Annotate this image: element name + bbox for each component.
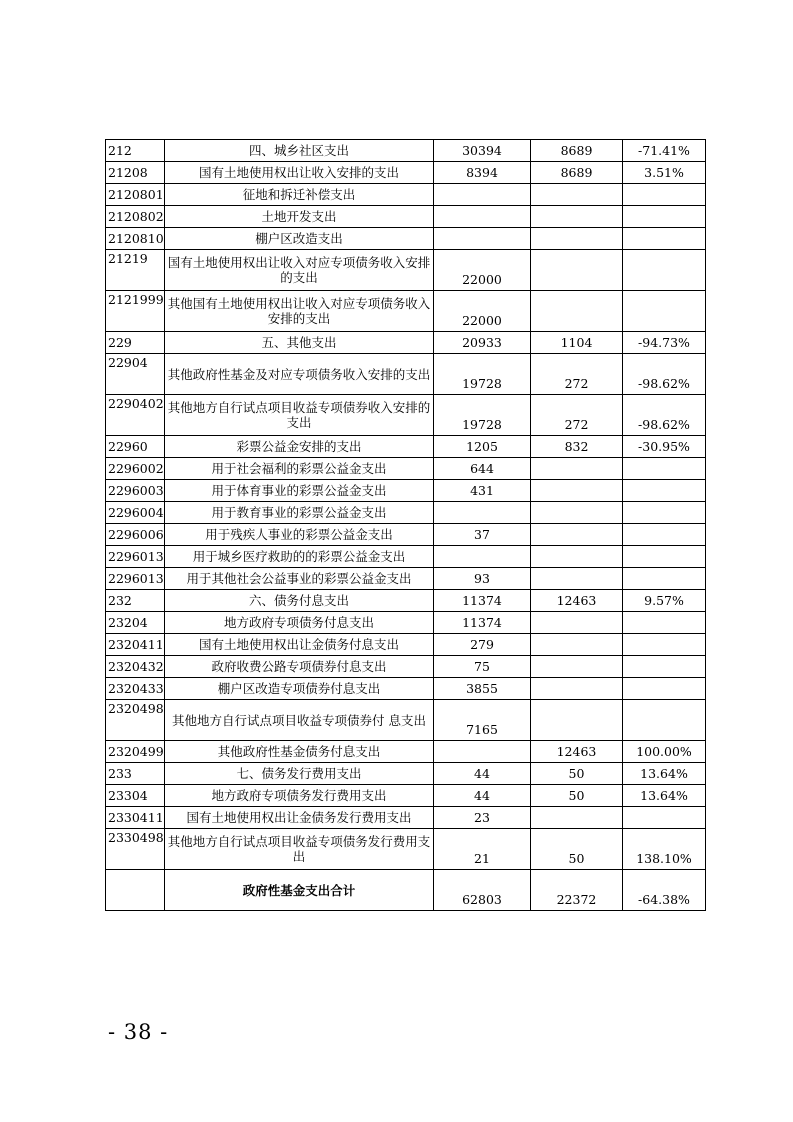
table-row	[106, 206, 706, 228]
prior-year-value-cell	[434, 184, 531, 206]
table-row	[106, 140, 706, 162]
current-value-cell: 12463	[531, 741, 623, 763]
budget-table-container	[105, 139, 705, 911]
change-percent-cell: 138.10%	[623, 829, 706, 870]
account-code-cell: 23204	[106, 612, 165, 634]
prior-year-value-cell	[434, 546, 531, 568]
table-row	[106, 228, 706, 250]
prior-year-value-cell: 1205	[434, 436, 531, 458]
current-value-cell	[531, 524, 623, 546]
prior-year-value-cell: 19728	[434, 395, 531, 436]
change-percent-cell: -98.62%	[623, 395, 706, 436]
table-row	[106, 436, 706, 458]
current-value-cell	[531, 206, 623, 228]
current-value-cell: 832	[531, 436, 623, 458]
prior-year-value-cell: 8394	[434, 162, 531, 184]
account-code-cell: 2296003	[106, 480, 165, 502]
change-percent-cell	[623, 184, 706, 206]
item-name-cell: 其他地方自行试点项目收益专项债券收入安排的支出	[165, 395, 434, 436]
change-percent-cell: 13.64%	[623, 763, 706, 785]
total-row	[106, 870, 706, 911]
current-value-cell: 50	[531, 763, 623, 785]
account-code-cell: 2121999	[106, 291, 165, 332]
change-percent-cell	[623, 524, 706, 546]
change-percent-cell	[623, 480, 706, 502]
item-name-cell: 其他地方自行试点项目收益专项债券付 息支出	[165, 700, 434, 741]
table-row	[106, 162, 706, 184]
item-name-cell: 国有土地使用权出让金债务发行费用支出	[165, 807, 434, 829]
account-code-cell: 2330498	[106, 829, 165, 870]
table-row	[106, 656, 706, 678]
item-name-cell: 用于体育事业的彩票公益金支出	[165, 480, 434, 502]
account-code-cell: 2320498	[106, 700, 165, 741]
change-percent-cell: -71.41%	[623, 140, 706, 162]
table-row	[106, 634, 706, 656]
table-row	[106, 395, 706, 436]
item-name-cell: 用于城乡医疗救助的的彩票公益金支出	[165, 546, 434, 568]
item-name-cell: 国有土地使用权出让金债务付息支出	[165, 634, 434, 656]
item-name-cell: 四、城乡社区支出	[165, 140, 434, 162]
table-row	[106, 184, 706, 206]
table-row	[106, 763, 706, 785]
item-name-cell: 彩票公益金安排的支出	[165, 436, 434, 458]
current-value-cell	[531, 700, 623, 741]
total-item-name-cell: 政府性基金支出合计	[165, 870, 434, 911]
current-value-cell: 8689	[531, 140, 623, 162]
item-name-cell: 土地开发支出	[165, 206, 434, 228]
change-percent-cell: 9.57%	[623, 590, 706, 612]
account-code-cell: 2320433	[106, 678, 165, 700]
total-current-value-cell: 22372	[531, 870, 623, 911]
change-percent-cell	[623, 634, 706, 656]
item-name-cell: 政府收费公路专项债券付息支出	[165, 656, 434, 678]
table-row	[106, 678, 706, 700]
account-code-cell: 2290402	[106, 395, 165, 436]
current-value-cell: 8689	[531, 162, 623, 184]
account-code-cell: 2330411	[106, 807, 165, 829]
account-code-cell: 2120801	[106, 184, 165, 206]
change-percent-cell	[623, 568, 706, 590]
prior-year-value-cell: 37	[434, 524, 531, 546]
account-code-cell: 2296013	[106, 546, 165, 568]
item-name-cell: 国有土地使用权出让收入安排的支出	[165, 162, 434, 184]
current-value-cell: 50	[531, 829, 623, 870]
account-code-cell: 2296002	[106, 458, 165, 480]
prior-year-value-cell: 431	[434, 480, 531, 502]
prior-year-value-cell	[434, 502, 531, 524]
prior-year-value-cell: 7165	[434, 700, 531, 741]
table-row	[106, 546, 706, 568]
account-code-cell: 2296006	[106, 524, 165, 546]
table-row	[106, 700, 706, 741]
prior-year-value-cell: 22000	[434, 250, 531, 291]
change-percent-cell	[623, 807, 706, 829]
change-percent-cell	[623, 546, 706, 568]
prior-year-value-cell: 3855	[434, 678, 531, 700]
table-row	[106, 785, 706, 807]
table-row	[106, 524, 706, 546]
table-row	[106, 354, 706, 395]
item-name-cell: 用于教育事业的彩票公益金支出	[165, 502, 434, 524]
current-value-cell	[531, 656, 623, 678]
prior-year-value-cell: 44	[434, 785, 531, 807]
current-value-cell: 1104	[531, 332, 623, 354]
item-name-cell: 用于社会福利的彩票公益金支出	[165, 458, 434, 480]
change-percent-cell: 13.64%	[623, 785, 706, 807]
change-percent-cell: -98.62%	[623, 354, 706, 395]
current-value-cell	[531, 546, 623, 568]
table-row	[106, 502, 706, 524]
change-percent-cell	[623, 250, 706, 291]
change-percent-cell	[623, 228, 706, 250]
current-value-cell	[531, 502, 623, 524]
item-name-cell: 用于其他社会公益事业的彩票公益金支出	[165, 568, 434, 590]
item-name-cell: 其他政府性基金债务付息支出	[165, 741, 434, 763]
account-code-cell: 2320411	[106, 634, 165, 656]
prior-year-value-cell: 279	[434, 634, 531, 656]
change-percent-cell	[623, 206, 706, 228]
account-code-cell: 2120810	[106, 228, 165, 250]
current-value-cell: 50	[531, 785, 623, 807]
fund-expenditure-table	[105, 139, 706, 911]
prior-year-value-cell: 21	[434, 829, 531, 870]
account-code-cell: 2296013	[106, 568, 165, 590]
current-value-cell	[531, 228, 623, 250]
item-name-cell: 其他国有土地使用权出让收入对应专项债务收入安排的支出	[165, 291, 434, 332]
prior-year-value-cell: 30394	[434, 140, 531, 162]
account-code-cell: 21208	[106, 162, 165, 184]
change-percent-cell: 3.51%	[623, 162, 706, 184]
table-row	[106, 291, 706, 332]
current-value-cell	[531, 568, 623, 590]
table-row	[106, 250, 706, 291]
account-code-cell: 22904	[106, 354, 165, 395]
item-name-cell: 五、其他支出	[165, 332, 434, 354]
current-value-cell	[531, 807, 623, 829]
prior-year-value-cell: 644	[434, 458, 531, 480]
item-name-cell: 用于残疾人事业的彩票公益金支出	[165, 524, 434, 546]
change-percent-cell	[623, 291, 706, 332]
current-value-cell: 272	[531, 395, 623, 436]
table-row	[106, 829, 706, 870]
current-value-cell	[531, 291, 623, 332]
change-percent-cell: -94.73%	[623, 332, 706, 354]
table-row	[106, 807, 706, 829]
account-code-cell: 233	[106, 763, 165, 785]
account-code-cell: 2320499	[106, 741, 165, 763]
prior-year-value-cell	[434, 741, 531, 763]
item-name-cell: 七、债务发行费用支出	[165, 763, 434, 785]
current-value-cell	[531, 458, 623, 480]
item-name-cell: 其他政府性基金及对应专项债务收入安排的支出	[165, 354, 434, 395]
account-code-cell: 21219	[106, 250, 165, 291]
page-number: - 38 -	[108, 1020, 169, 1044]
account-code-cell: 229	[106, 332, 165, 354]
change-percent-cell: 100.00%	[623, 741, 706, 763]
item-name-cell: 棚户区改造专项债券付息支出	[165, 678, 434, 700]
table-row	[106, 480, 706, 502]
table-row	[106, 458, 706, 480]
current-value-cell	[531, 612, 623, 634]
item-name-cell: 征地和拆迁补偿支出	[165, 184, 434, 206]
item-name-cell: 国有土地使用权出让收入对应专项债务收入安排的支出	[165, 250, 434, 291]
total-change-percent-cell: -64.38%	[623, 870, 706, 911]
total-account-code-cell	[106, 870, 165, 911]
change-percent-cell: -30.95%	[623, 436, 706, 458]
account-code-cell: 212	[106, 140, 165, 162]
prior-year-value-cell: 93	[434, 568, 531, 590]
prior-year-value-cell: 75	[434, 656, 531, 678]
account-code-cell: 23304	[106, 785, 165, 807]
current-value-cell: 272	[531, 354, 623, 395]
current-value-cell	[531, 184, 623, 206]
item-name-cell: 六、债务付息支出	[165, 590, 434, 612]
prior-year-value-cell	[434, 228, 531, 250]
table-row	[106, 612, 706, 634]
current-value-cell	[531, 480, 623, 502]
change-percent-cell	[623, 612, 706, 634]
table-row	[106, 568, 706, 590]
change-percent-cell	[623, 656, 706, 678]
prior-year-value-cell: 22000	[434, 291, 531, 332]
account-code-cell: 232	[106, 590, 165, 612]
table-row	[106, 332, 706, 354]
item-name-cell: 地方政府专项债务付息支出	[165, 612, 434, 634]
current-value-cell: 12463	[531, 590, 623, 612]
table-row	[106, 590, 706, 612]
prior-year-value-cell: 11374	[434, 612, 531, 634]
account-code-cell: 22960	[106, 436, 165, 458]
change-percent-cell	[623, 458, 706, 480]
account-code-cell: 2296004	[106, 502, 165, 524]
item-name-cell: 棚户区改造支出	[165, 228, 434, 250]
item-name-cell: 地方政府专项债务发行费用支出	[165, 785, 434, 807]
prior-year-value-cell: 23	[434, 807, 531, 829]
account-code-cell: 2120802	[106, 206, 165, 228]
prior-year-value-cell: 11374	[434, 590, 531, 612]
prior-year-value-cell: 19728	[434, 354, 531, 395]
current-value-cell	[531, 634, 623, 656]
current-value-cell	[531, 250, 623, 291]
prior-year-value-cell: 44	[434, 763, 531, 785]
prior-year-value-cell	[434, 206, 531, 228]
prior-year-value-cell: 20933	[434, 332, 531, 354]
change-percent-cell	[623, 502, 706, 524]
change-percent-cell	[623, 700, 706, 741]
item-name-cell: 其他地方自行试点项目收益专项债务发行费用支出	[165, 829, 434, 870]
change-percent-cell	[623, 678, 706, 700]
total-prior-year-value-cell: 62803	[434, 870, 531, 911]
current-value-cell	[531, 678, 623, 700]
account-code-cell: 2320432	[106, 656, 165, 678]
table-row	[106, 741, 706, 763]
